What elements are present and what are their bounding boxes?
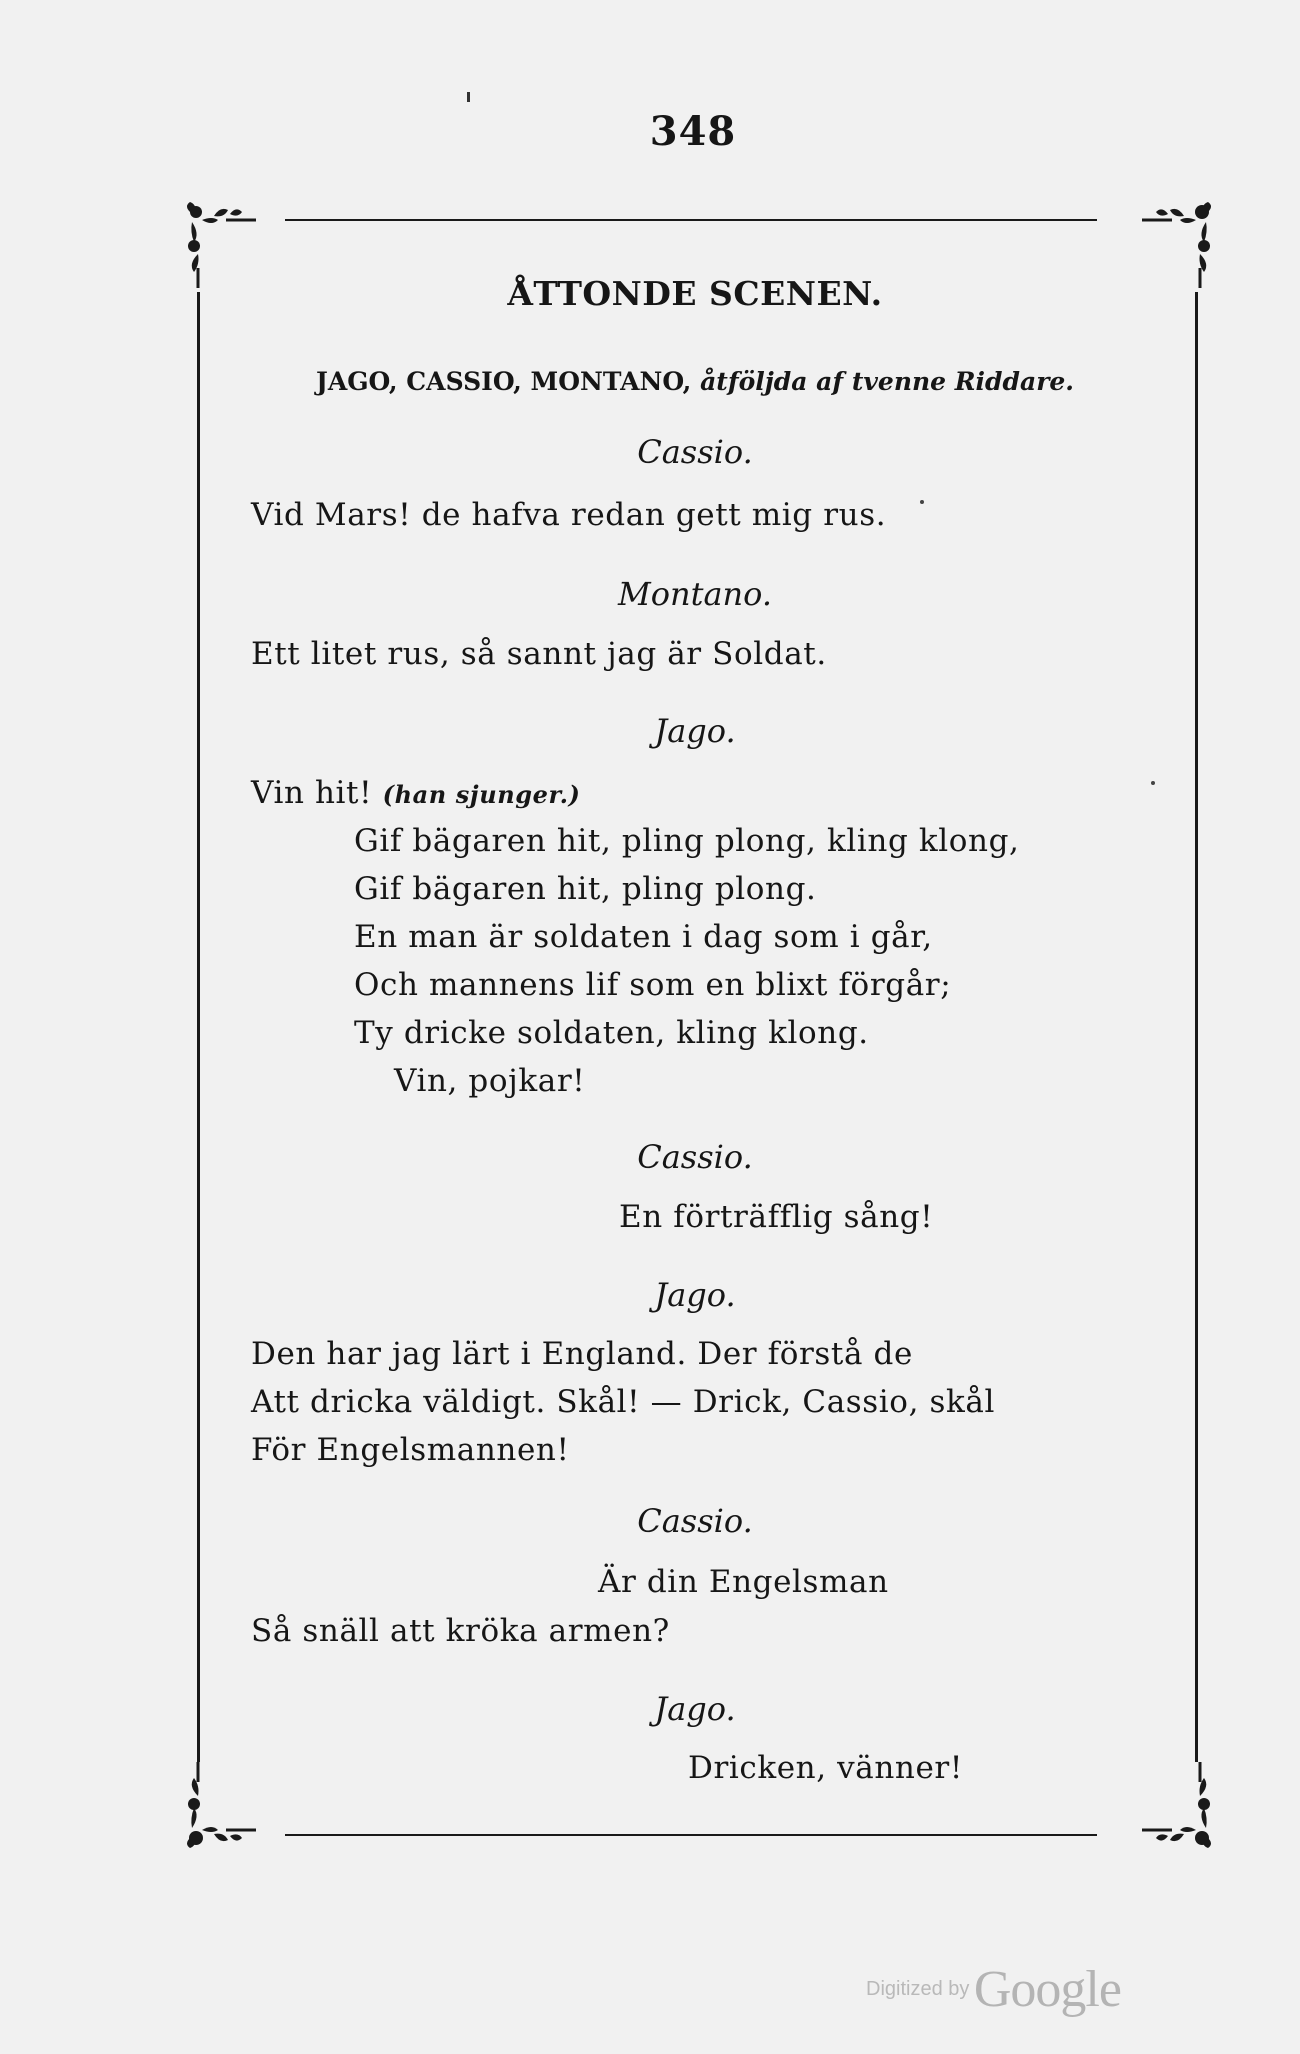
flower-corner-icon bbox=[180, 1762, 290, 1852]
speaker-name: Cassio. bbox=[637, 1138, 753, 1176]
frame-left-rule bbox=[197, 292, 200, 1762]
digitized-watermark bbox=[866, 1960, 1121, 2019]
verse-line: Vid Mars! de hafva redan gett mig rus. bbox=[251, 497, 887, 533]
stage-direction: (han sjunger.) bbox=[382, 780, 581, 809]
speaker-name: Montano. bbox=[617, 575, 773, 613]
speaker-name: Jago. bbox=[654, 1276, 736, 1314]
frame-right-rule bbox=[1195, 292, 1198, 1762]
speaker-name: Jago. bbox=[654, 712, 736, 750]
verse-line: Och mannens lif som en blixt förgår; bbox=[354, 967, 952, 1003]
print-mark bbox=[467, 92, 470, 102]
verse-line: Så snäll att kröka armen? bbox=[251, 1613, 670, 1649]
scene-title: ÅTTONDE SCENEN. bbox=[507, 274, 883, 313]
watermark-brand: Google bbox=[973, 1961, 1121, 2018]
verse-line: Den har jag lärt i England. Der förstå de bbox=[251, 1336, 913, 1372]
verse-line: Gif bägaren hit, pling plong, kling klong, bbox=[354, 823, 1020, 859]
ink-speck bbox=[1151, 781, 1155, 785]
cast-names: JAGO, CASSIO, MONTANO, bbox=[315, 367, 692, 396]
cast-list bbox=[0, 367, 1300, 396]
frame-bottom-rule bbox=[285, 1834, 1097, 1836]
watermark-prefix: Digitized by bbox=[866, 1978, 970, 2000]
speaker-name: Jago. bbox=[654, 1690, 736, 1728]
speaker-name: Cassio. bbox=[637, 433, 753, 471]
verse-line: Gif bägaren hit, pling plong. bbox=[354, 871, 817, 907]
verse-line: Är din Engelsman bbox=[598, 1564, 889, 1600]
verse-line: En man är soldaten i dag som i går, bbox=[354, 919, 933, 955]
verse-line: En förträfflig sång! bbox=[619, 1199, 934, 1235]
ink-speck bbox=[920, 500, 924, 504]
verse-line: För Engelsmannen! bbox=[251, 1432, 570, 1468]
verse-line: Ty dricke soldaten, kling klong. bbox=[354, 1015, 869, 1051]
frame-top-rule bbox=[285, 219, 1097, 221]
verse-line bbox=[251, 775, 581, 811]
verse-text: Vin hit! bbox=[251, 775, 373, 811]
verse-line: Att dricka väldigt. Skål! — Drick, Cassio, skål bbox=[251, 1384, 995, 1420]
flower-corner-icon bbox=[1108, 1762, 1218, 1852]
verse-line: Vin, pojkar! bbox=[394, 1063, 586, 1099]
verse-line: Dricken, vänner! bbox=[688, 1750, 963, 1786]
verse-line: Ett litet rus, så sannt jag är Soldat. bbox=[251, 636, 827, 672]
page-number: 348 bbox=[649, 108, 737, 155]
speaker-name: Cassio. bbox=[637, 1502, 753, 1540]
cast-stage-direction: åtföljda af tvenne Riddare. bbox=[700, 367, 1074, 396]
